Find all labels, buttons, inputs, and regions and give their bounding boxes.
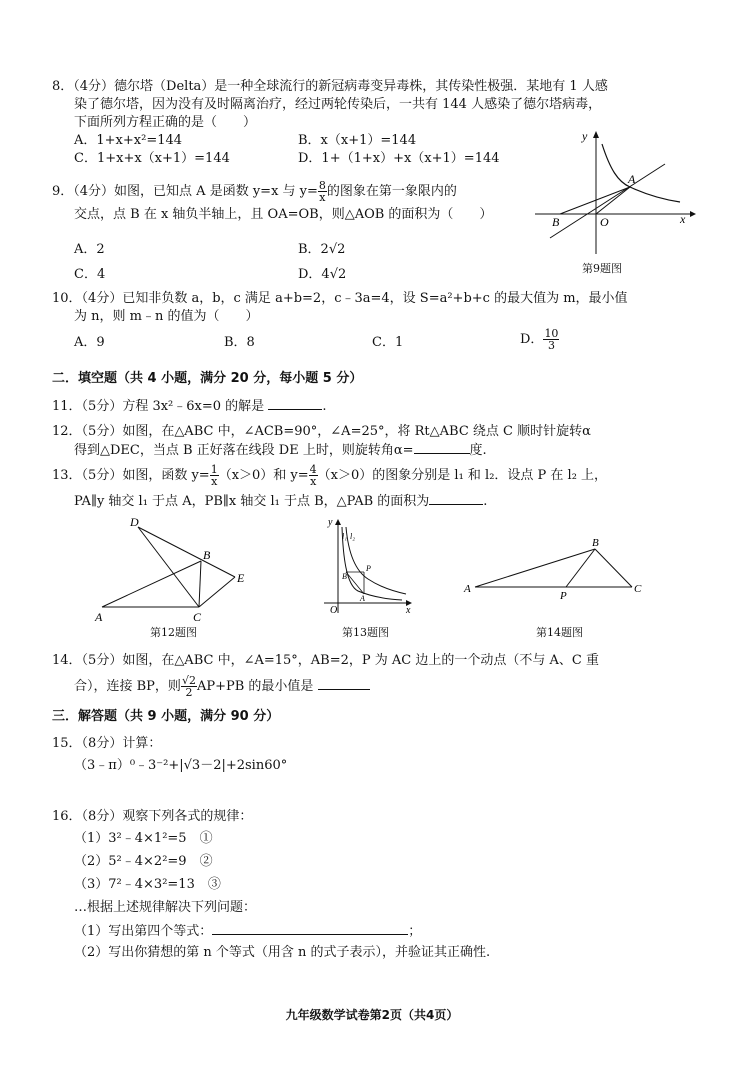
q13-f1-num: 1: [210, 463, 218, 476]
fig14-segment-AB: [475, 549, 595, 587]
q12-text-pre: 得到△DEC，当点 B 正好落在线段 DE 上时，则旋转角α=: [74, 443, 414, 458]
q15-expression: （3﹣π）⁰﹣3⁻²+|√3－2|+2sin60°: [74, 758, 288, 773]
fig12-label-E: E: [237, 571, 245, 585]
q9-line1: [52, 180, 457, 203]
q16-part1-blank[interactable]: [212, 922, 408, 935]
fig12-label-C: C: [193, 610, 202, 624]
q10-option-d: [520, 328, 559, 351]
q13-answer-blank[interactable]: [429, 492, 483, 505]
q14-frac-den: 2: [185, 686, 193, 699]
q13-line2: [74, 492, 487, 511]
fig9-label-B: B: [552, 215, 560, 229]
q14-text-pre: 合），连接 BP，则: [74, 679, 181, 694]
fig9-y-arrow: [593, 131, 599, 138]
fig13-label-A: A: [360, 594, 365, 603]
q13-f1-den: x: [211, 475, 218, 488]
q9-frac-den: x: [319, 191, 326, 204]
fig12-segment-DE: [138, 527, 235, 577]
fig9-x-arrow: [690, 211, 696, 217]
q14-line2: [74, 675, 370, 698]
fig12-segment-DC: [138, 527, 199, 607]
fig14-label-P: P: [560, 590, 567, 602]
fig12-segment-EC: [199, 577, 235, 607]
q8-option-c: C．1+x+x（x+1）=144: [74, 151, 230, 166]
fig14-segment-BC: [595, 549, 632, 587]
section-3-heading: 三．解答题（共 9 小题，满分 90 分）: [52, 709, 280, 724]
q9-option-d: D．4√2: [298, 267, 347, 282]
fig14-segment-BP: [566, 549, 595, 587]
q8-option-a: A．1+x+x²=144: [74, 133, 183, 148]
fig12-segment-AB: [102, 561, 201, 607]
q9-option-c: C．4: [74, 267, 106, 282]
q14-line1: 14．（5分）如图，在△ABC 中，∠A=15°，AB=2，P 为 AC 边上的一个动点（不与 A、C 重: [52, 653, 599, 668]
q9-option-a: A．2: [74, 242, 105, 257]
q10-line1: 10．（4分）已知非负数 a，b，c 满足 a+b=2，c﹣3a=4，设 S=a²+b+c 的最大值为 m，最小值: [52, 291, 628, 306]
fig13-caption: 第13题图: [342, 626, 389, 639]
fig9-label-A: A: [628, 172, 636, 186]
fig13-label-O: O: [330, 605, 338, 616]
fig14-caption: 第14题图: [536, 626, 583, 639]
q16-row4: …根据上述规律解决下列问题：: [74, 900, 257, 915]
q8-option-d: D．1+（1+x）+x（x+1）=144: [298, 151, 500, 166]
fig13-label-l1: l₁: [342, 532, 348, 541]
figure-13-graph: [318, 515, 418, 619]
fig13-segment-AB: [346, 572, 364, 594]
q10-optd-label: D．: [520, 332, 544, 347]
fig12-segment-BC: [199, 561, 201, 607]
q11-text: 11．（5分）方程 3x²﹣6x=0 的解是: [52, 399, 265, 414]
fig12-label-B: B: [203, 548, 211, 562]
fig12-label-D: D: [130, 515, 139, 529]
q16-part1-end: ；: [408, 924, 422, 939]
q16-row1: （1）3²﹣4×1²=5 ①: [74, 831, 213, 846]
q13-text-pre: 13．（5分）如图，函数 y=: [52, 468, 210, 483]
figure-14-triangle: [460, 535, 660, 605]
fig14-label-A: A: [464, 583, 471, 595]
q9-fraction: [318, 180, 327, 203]
q13-text-post: .: [483, 494, 488, 509]
q14-fraction: [181, 675, 197, 698]
q9-text-pre: 9．（4分）如图，已知点 A 是函数 y=x 与 y=: [52, 184, 318, 199]
q12-text-post: 度.: [469, 443, 487, 458]
q8-option-b: B．x（x+1）=144: [298, 133, 417, 148]
q11-line: [52, 397, 326, 416]
q16-part1: [74, 922, 421, 941]
q13-f2-den: x: [310, 475, 317, 488]
q16-row3: （3）7²﹣4×3²=13 ③: [74, 877, 221, 892]
q13-fraction-1: [210, 464, 219, 487]
q12-answer-blank[interactable]: [414, 441, 470, 454]
q13-f2-num: 4: [309, 463, 317, 476]
q8-line2: 染了德尔塔，因为没有及时隔离治疗，经过两轮传染后，一共有 144 人感染了德尔塔病毒，: [74, 97, 602, 112]
q14-text-post: AP+PB 的最小值是: [196, 679, 314, 694]
q16-part1-text: （1）写出第四个等式：: [74, 924, 213, 939]
q10-option-b: B．8: [224, 335, 255, 350]
q16-row2: （2）5²﹣4×2²=9 ②: [74, 854, 213, 869]
fig9-label-x: x: [680, 212, 686, 226]
figure-12-triangles: [90, 515, 260, 627]
q9-line2: 交点，点 B 在 x 轴负半轴上，且 OA=OB，则△AOB 的面积为（ ）: [74, 207, 493, 222]
fig14-label-B: B: [592, 537, 599, 549]
q10-option-a: A．9: [74, 335, 105, 350]
fig13-label-P: P: [366, 564, 371, 573]
q8-line1: 8．（4分）德尔塔（Delta）是一种全球流行的新冠病毒变异毒株，其传染性极强．某地有 1 人感: [52, 79, 608, 94]
figure-9-graph: [530, 124, 700, 259]
fig9-label-O: O: [600, 215, 609, 229]
q12-line1: 12．（5分）如图，在△ABC 中，∠ACB=90°，∠A=25°，将 Rt△ABC 绕点 C 顺时针旋转α: [52, 424, 591, 439]
q12-line2: [74, 441, 487, 460]
fig13-label-x: x: [406, 605, 411, 616]
section-2-heading: 二．填空题（共 4 小题，满分 20 分，每小题 5 分）: [52, 371, 363, 386]
q11-answer-blank[interactable]: [268, 397, 322, 410]
fig12-caption: 第12题图: [150, 626, 197, 639]
q13-text-mid1: （x＞0）和 y=: [218, 468, 309, 483]
q13-line1: [52, 464, 607, 487]
q10-option-c: C．1: [372, 335, 404, 350]
q11-end: .: [322, 399, 327, 414]
q10-optd-den: 3: [547, 339, 555, 352]
q14-answer-blank[interactable]: [318, 677, 370, 690]
q16-line1: 16．（8分）观察下列各式的规律：: [52, 809, 253, 824]
fig9-label-y: y: [582, 129, 588, 143]
fig13-label-B: B: [342, 572, 347, 581]
q9-option-b: B．2√2: [298, 242, 346, 257]
fig13-y-arrow: [335, 519, 341, 525]
fig12-label-A: A: [95, 610, 103, 624]
q10-optd-num: 10: [544, 327, 559, 340]
fig9-segment-OA: [596, 187, 630, 214]
page-footer: 九年级数学试卷第2页（共4页）: [285, 1008, 459, 1022]
fig9-caption: 第9题图: [582, 262, 622, 275]
q14-frac-num: √2: [181, 674, 196, 687]
fig14-label-C: C: [634, 583, 642, 595]
q15-line1: 15．（8分）计算：: [52, 736, 162, 751]
q10-line2: 为 n，则 m﹣n 的值为（ ）: [74, 309, 259, 324]
fig13-label-l2: l₂: [350, 532, 356, 541]
q13-fraction-2: [309, 464, 318, 487]
q13-text-mid2: （x＞0）的图象分别是 l₁ 和 l₂．设点 P 在 l₂ 上，: [317, 468, 608, 483]
q13-text-pre2: PA∥y 轴交 l₁ 于点 A，PB∥x 轴交 l₁ 于点 B，△PAB 的面积为: [74, 494, 430, 509]
q16-part2: （2）写出你猜想的第 n 个等式（用含 n 的式子表示），并验证其正确性.: [74, 945, 491, 960]
q8-line3: 下面所列方程正确的是（ ）: [74, 115, 257, 130]
fig13-label-y: y: [328, 517, 333, 528]
fig9-segment-BA: [560, 187, 630, 214]
q9-frac-num: 8: [318, 179, 326, 192]
q10-optd-fraction: [543, 328, 559, 351]
q9-text-post: 的图象在第一象限内的: [326, 184, 457, 199]
